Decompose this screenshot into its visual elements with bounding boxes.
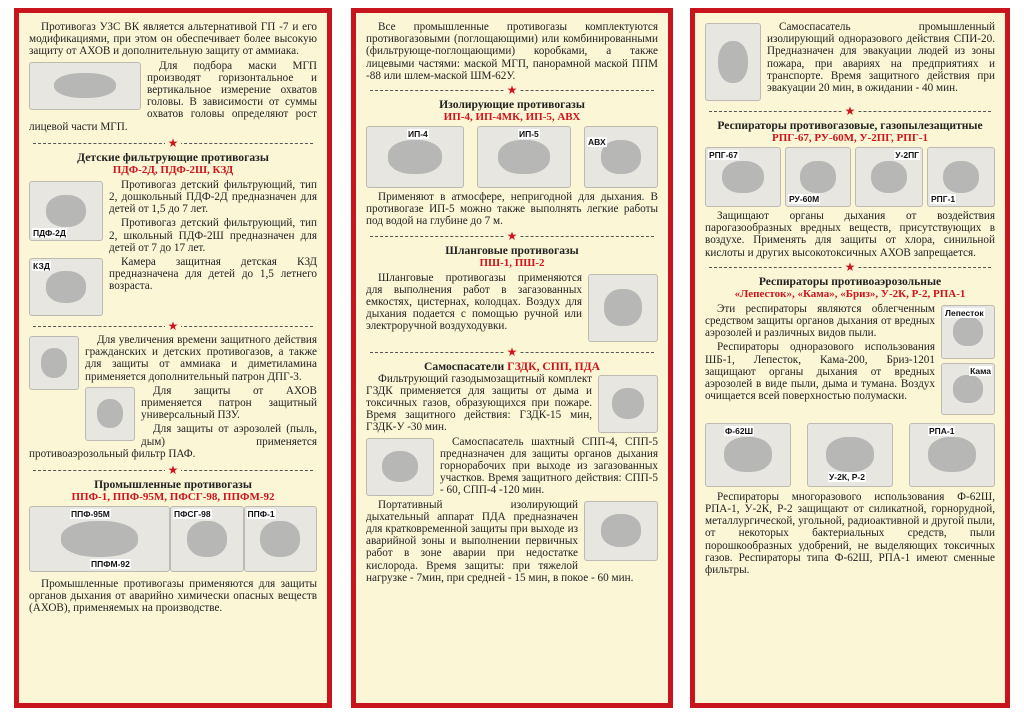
right-panel	[690, 8, 1010, 708]
aerosol-text: Эти респираторы являются облегченным средством защиты органов дыхания от вредных аэрозолей и различных видов пыли.	[705, 302, 935, 340]
one-time-respirators-text: Респираторы одноразового использования ШБ-1, Лепесток, Кама-200, Бриз-1201 защищают органы дыхания от вредных аэрозолей в виде пыли, дыма и тумана. Воздух очищается всей поверхностью полумаски.	[705, 341, 935, 403]
star-divider: ★	[29, 137, 317, 149]
dpg-3-text: Для увеличения времени защитного действия гражданских и детских противогазов, а также для защиты от аммиака и диметиламина применяется дополнительный патрон ДПГ-3.	[85, 334, 317, 383]
ppf-1-label: ППФ-1	[247, 509, 275, 520]
gzdk-image	[598, 375, 658, 433]
industrial-masks-title: Промышленные противогазы	[94, 478, 252, 492]
ip-5-image	[477, 126, 571, 188]
middle-panel	[351, 8, 673, 708]
u-2pg-image	[855, 147, 923, 207]
gas-respirators-text: Защищают органы дыхания от воздействия парогазообразных вредных веществ, присутствующих в воздухе. Применять для защиты от хлора, синильной кислоты и других высокотоксичных АХОВ запрещается.	[705, 210, 995, 259]
ppf-95m-image	[29, 506, 170, 572]
self-rescuers-models: ГЗДК, СПП, ПДА	[507, 359, 600, 373]
avh-image	[584, 126, 658, 188]
rpg-1-image	[927, 147, 995, 207]
ppf-95m-label: ППФ-95М	[71, 509, 110, 520]
ppfm-92-label: ППФМ-92	[91, 559, 130, 570]
kids-masks-title: Детские фильтрующие противогазы	[77, 150, 269, 164]
industrial-masks-gallery	[29, 506, 317, 572]
ru-60m-image	[785, 147, 851, 207]
pfsg-98-label: ПФСГ-98	[174, 509, 211, 520]
uzs-vk-text: Противогаз УЗС ВК является альтернативой ГП -7 и его модификациями, при этом он обеспечивает более высокую защиту от АХОВ и дополнительную защиту от аммиака.	[29, 21, 317, 58]
star-divider: ★	[705, 105, 995, 117]
gas-respirators-title: Респираторы противогазовые, газопылезащитные	[717, 119, 983, 132]
pdf-2d-text: Противогаз детский фильтрующий, тип 2, дошкольный ПДФ-2Д предназначен для детей от 1,5 до 7 лет.	[109, 178, 317, 216]
f-62sh-label: Ф-62Ш	[725, 425, 754, 436]
star-divider: ★	[366, 84, 658, 96]
spp-text: Самоспасатель шахтный СПП-4, СПП-5 предназначен для защиты органов дыхания горнорабочих при выходе из загазованных участков. Время защитного действия: СПП-5 - 60, СПП-4 -120 мин.	[440, 435, 658, 497]
f-62sh-image	[705, 423, 791, 487]
rpa-1-image	[909, 423, 995, 487]
u-2pg-label: У-2ПГ	[895, 150, 919, 160]
gzdk-text: Фильтрующий газодымозащитный комплект ГЗДК применяется для защиты от дыма и токсичных газов, образующихся при пожаре. Время защитного действия: ГЗДК-15 мин, ГЗДК-У -30 мин.	[366, 372, 592, 434]
aerosol-respirators-title: Респираторы противоаэрозольные	[758, 274, 942, 288]
rpg-67-label: РПГ-67	[709, 150, 738, 160]
star-divider: ★	[29, 464, 317, 476]
pda-text: Портативный изолирующий дыхательный аппарат ПДА предназначен для кратковременной защиты при выходе из аварийной зоны и выполнении первичных работ в зоне аварии при недостатке кислорода. Время защиты: при тяжелой нагрузке - 7мин, при средней - 15 мин, в покое - 60 мин.	[366, 498, 634, 584]
hose-mask-image	[588, 274, 658, 342]
spi-20-image	[705, 23, 761, 101]
gas-respirators-gallery	[705, 147, 995, 207]
pdf-2sh-text: Противогаз детский фильтрующий, тип 2, школьный ПДФ-2Ш предназначен для детей от 7 до 17 лет.	[109, 217, 317, 254]
isolating-title: Изолирующие противогазы	[439, 98, 585, 112]
ip-5-label: ИП-5	[519, 129, 539, 140]
spi-20-text: Самоспасатель промышленный изолирующий одноразового действия СПИ-20. Предназначен для эвакуации людей из зоны пожара, при авариях на предприятиях и транспорте. Время защитного действия при эвакуации 20 мин, в ожидании - 40 мин.	[767, 21, 995, 95]
rpa-1-label: РПА-1	[929, 425, 955, 436]
ppf-1-image	[244, 506, 318, 572]
pdf-2d-label: ПДФ-2Д	[33, 227, 66, 238]
isolating-text: Применяют в атмосфере, непригодной для дыхания. В противогазе ИП-5 можно также выполнять легкие работы под водой на глубине до 7 м.	[366, 191, 658, 228]
hose-text: Шланговые противогазы применяются для выполнения работ в загазованных емкостях, цистернах, колодцах. Воздух для дыхания подается с помощью ручной или электроручной воздуходувки.	[366, 271, 582, 333]
industrial-masks-text: Промышленные противогазы применяются для защиты органов дыхания от аварийно химически опасных веществ (АХОВ), применяемых на производстве.	[29, 578, 317, 615]
mgp-text: Для подбора маски МГП производят горизонтальное и вертикальное измерение охватов головы. В зависимости от суммы охватов головы определяют рост лицевой части МГП.	[29, 59, 317, 133]
lepestok-image	[941, 305, 995, 359]
kzd-image	[29, 258, 103, 316]
ru-60m-label: РУ-60М	[789, 194, 820, 204]
star-divider: ★	[29, 320, 317, 332]
self-rescuers-label: Самоспасатели	[424, 359, 505, 373]
aerosol-respirators-subtitle: «Лепесток», «Кама», «Бриз», У-2К, Р-2, РПА-1	[734, 287, 966, 300]
pfsg-98-image	[170, 506, 244, 572]
spp-image	[366, 438, 434, 496]
self-rescuers-title	[366, 360, 658, 373]
isolating-subtitle: ИП-4, ИП-4МК, ИП-5, АВХ	[443, 111, 581, 124]
dpg-3-cartridge-image	[29, 336, 79, 390]
kama-label: Кама	[970, 365, 991, 376]
pzu-cartridge-image	[85, 387, 135, 441]
paf-text: Для защиты от аэрозолей (пыль, дым) применяется противоаэрозольный фильтр ПАФ.	[29, 423, 317, 460]
pzu-text: Для защиты от АХОВ применяется патрон защитный универсальный ПЗУ.	[141, 384, 317, 422]
u-2k-r-2-image	[807, 423, 893, 487]
boxes-intro-text: Все промышленные противогазы комплектуются противогазовыми (поглощающими) или комбинированными (фильтрующе-поглощающими) коробками, а также лицевыми частями: маской МГП, панорамной маской ППМ -88 или шлем-маской ШМ-62У.	[366, 21, 658, 82]
left-panel	[14, 8, 332, 708]
reusable-respirators-text: Респираторы многоразового использования Ф-62Ш, РПА-1, У-2К, Р-2 защищают от силикатной, горнорудной, металлургической, угольной, радиоактивной и другой пыли, от некоторых бактериальных средств, пыли порошкообразных удобрений, не выделяющих токсичных газов. Респираторы типа Ф-62Ш, РПА-1 имеют сменные фильтры.	[705, 490, 995, 577]
industrial-masks-subtitle: ППФ-1, ППФ-95М, ПФСГ-98, ППФМ-92	[71, 491, 275, 504]
kama-image	[941, 363, 995, 415]
rpg-1-label: РПГ-1	[931, 194, 956, 204]
rpg-67-image	[705, 147, 781, 207]
star-divider: ★	[366, 230, 658, 242]
kzd-text: Камера защитная детская КЗД предназначена для детей до 1,5 летнего возраста.	[109, 256, 317, 293]
pda-image	[584, 501, 658, 561]
gas-respirators-subtitle: РПГ-67, РУ-60М, У-2ПГ, РПГ-1	[772, 132, 928, 144]
lepestok-label: Лепесток	[945, 307, 984, 318]
head-measure-image	[29, 62, 141, 110]
star-divider: ★	[366, 346, 658, 358]
isolating-gallery	[366, 126, 658, 188]
reusable-respirators-gallery	[705, 423, 995, 487]
hose-title: Шланговые противогазы	[445, 243, 579, 257]
kzd-label: КЗД	[33, 261, 50, 272]
star-divider: ★	[705, 261, 995, 273]
kids-masks-subtitle: ПДФ-2Д, ПДФ-2Ш, КЗД	[112, 163, 234, 176]
ip-4-image	[366, 126, 464, 188]
hose-subtitle: ПШ-1, ПШ-2	[479, 256, 545, 269]
avh-label: АВХ	[588, 137, 606, 148]
pdf-2d-image	[29, 181, 103, 241]
ip-4-label: ИП-4	[408, 129, 428, 140]
u-2k-r-2-label: У-2К, Р-2	[829, 471, 865, 482]
